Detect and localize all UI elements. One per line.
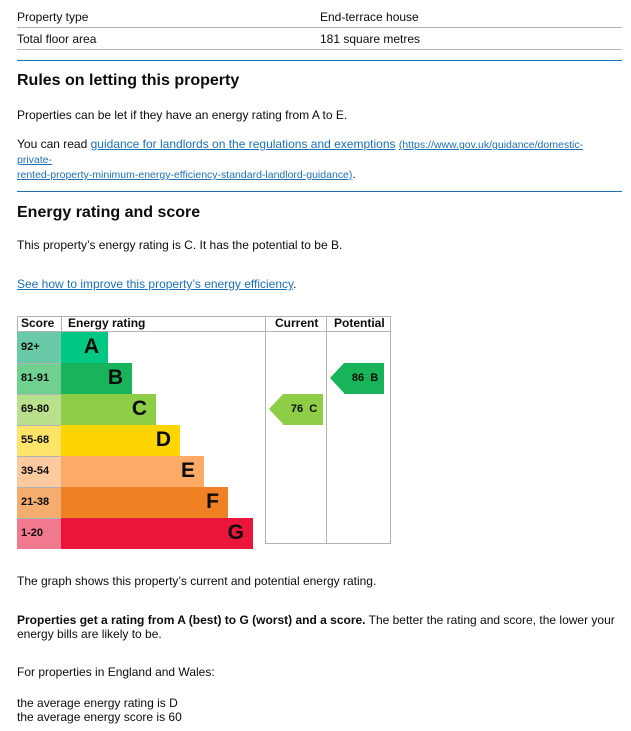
summary-row-property-type bbox=[17, 6, 622, 28]
band-score-e bbox=[17, 456, 61, 487]
guidance-link[interactable]: guidance for landlords on the regulations and exemptions bbox=[90, 137, 396, 151]
rating-explanation-rest: The better the rating and score, the lower your bbox=[365, 613, 615, 627]
guidance-suffix: . bbox=[352, 167, 356, 181]
grid-line bbox=[390, 316, 391, 544]
rating-explanation bbox=[17, 613, 617, 641]
grid-line bbox=[17, 394, 61, 395]
header-energy-rating: Energy rating bbox=[68, 316, 146, 330]
arrow-tip bbox=[269, 394, 283, 424]
summary-row-floor-area bbox=[17, 28, 622, 50]
grid-line bbox=[17, 425, 61, 426]
grid-line bbox=[326, 316, 327, 544]
band-score-c bbox=[17, 394, 61, 425]
guidance-prefix: You can read bbox=[17, 137, 91, 151]
band-bar-g bbox=[61, 518, 253, 549]
grid-line bbox=[17, 363, 61, 364]
band-bar-d bbox=[61, 425, 180, 456]
band-bar-a bbox=[61, 332, 108, 363]
summary-key: Property type bbox=[17, 10, 89, 24]
band-score-label: 39-54 bbox=[21, 465, 50, 477]
improve-paragraph bbox=[17, 277, 617, 291]
rating-statement: This property’s energy rating is C. It has the potential to be B. bbox=[17, 238, 343, 252]
band-score-label: 69-80 bbox=[21, 403, 50, 415]
band-letter: E bbox=[180, 459, 195, 482]
band-score-label: 21-38 bbox=[21, 496, 50, 508]
grid-line bbox=[17, 518, 61, 519]
band-bar-f bbox=[61, 487, 228, 518]
graph-note: The graph shows this property’s current and potential energy rating. bbox=[17, 574, 377, 588]
summary-value: 181 square metres bbox=[320, 32, 421, 46]
band-letter: C bbox=[131, 397, 147, 420]
header-score: Score bbox=[21, 316, 55, 330]
current-rating-arrow bbox=[269, 394, 323, 425]
averages bbox=[17, 696, 617, 724]
improve-suffix: . bbox=[293, 277, 297, 291]
header-potential: Potential bbox=[334, 316, 385, 330]
band-score-b bbox=[17, 363, 61, 394]
summary-value: End-terrace house bbox=[320, 10, 419, 24]
band-bar-b bbox=[61, 363, 132, 394]
grid-line bbox=[265, 316, 266, 544]
rating-explanation-rest-2: energy bills are likely to be. bbox=[17, 627, 162, 641]
guidance-paragraph bbox=[17, 137, 617, 182]
band-score-a bbox=[17, 332, 61, 363]
average-rating: the average energy rating is D bbox=[17, 696, 178, 710]
grid-line bbox=[61, 316, 62, 331]
rating-heading: Energy rating and score bbox=[17, 204, 201, 221]
band-bar-e bbox=[61, 456, 204, 487]
section-divider bbox=[17, 60, 622, 61]
potential-rating-label: 86 B bbox=[351, 372, 379, 384]
improve-link[interactable]: See how to improve this property’s energy efficiency bbox=[17, 277, 294, 291]
letting-rule-text: Properties can be let if they have an energy rating from A to E. bbox=[17, 108, 348, 122]
band-score-g bbox=[17, 518, 61, 549]
grid-line bbox=[265, 543, 390, 544]
band-score-label: 1-20 bbox=[21, 527, 44, 539]
band-letter: F bbox=[206, 490, 219, 513]
band-letter: B bbox=[107, 366, 123, 389]
energy-rating-chart bbox=[17, 316, 391, 544]
grid-line bbox=[17, 316, 390, 317]
guidance-url-1[interactable]: (https://www.gov.uk/guidance/domestic-private- bbox=[17, 139, 584, 166]
band-score-label: 81-91 bbox=[21, 372, 50, 384]
band-score-label: 55-68 bbox=[21, 434, 50, 446]
band-letter: D bbox=[155, 428, 171, 451]
potential-rating-arrow bbox=[330, 363, 384, 394]
band-letter: G bbox=[227, 521, 244, 544]
current-rating-label: 76 C bbox=[290, 403, 318, 415]
band-bar-c bbox=[61, 394, 156, 425]
band-score-label: 92+ bbox=[21, 341, 40, 353]
letting-heading: Rules on letting this property bbox=[17, 72, 240, 89]
band-letter: A bbox=[83, 335, 99, 358]
section-divider bbox=[17, 191, 622, 192]
header-current: Current bbox=[275, 316, 319, 330]
band-score-d bbox=[17, 425, 61, 456]
arrow-tip bbox=[330, 363, 344, 393]
rating-explanation-bold: Properties get a rating from A (best) to G (worst) and a score. bbox=[17, 613, 366, 627]
region-note: For properties in England and Wales: bbox=[17, 665, 215, 679]
guidance-url-2[interactable]: rented-property-minimum-energy-efficiency-standard-landlord-guidance) bbox=[17, 169, 353, 181]
grid-line bbox=[17, 456, 61, 457]
band-score-f bbox=[17, 487, 61, 518]
summary-key: Total floor area bbox=[17, 32, 97, 46]
grid-line bbox=[17, 487, 61, 488]
average-score: the average energy score is 60 bbox=[17, 710, 182, 724]
